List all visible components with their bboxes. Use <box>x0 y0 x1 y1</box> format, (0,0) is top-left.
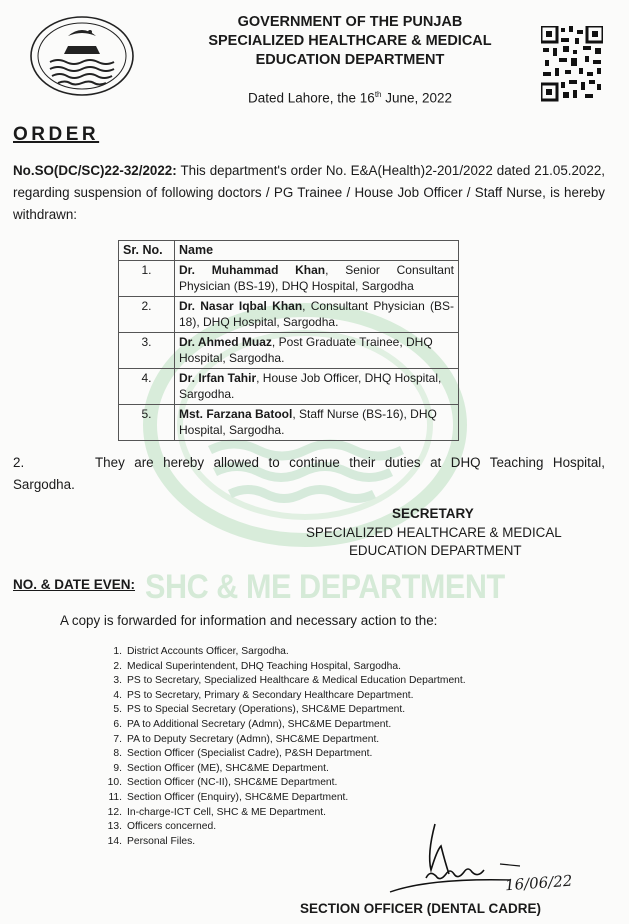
row-sr: 2. <box>119 296 175 332</box>
row-name: Mst. Farzana Batool, Staff Nurse (BS-16), DHQ Hospital, Sargodha. <box>175 404 459 440</box>
column-header-name: Name <box>175 241 459 261</box>
row-sr: 5. <box>119 404 175 440</box>
secretary-title: SECRETARY <box>392 506 474 521</box>
list-item: 4. PS to Secretary, Primary & Secondary Healthcare Department. <box>113 689 414 701</box>
reference-number: No.SO(DC/SC)22-32/2022: <box>13 163 177 178</box>
list-item: 6. PA to Additional Secretary (Admn), SHC&ME Department. <box>113 718 392 730</box>
list-item: 5. PS to Special Secretary (Operations), SHC&ME Department. <box>113 704 406 716</box>
row-name: Dr. Nasar Iqbal Khan, Consultant Physician (BS-18), DHQ Hospital, Sargodha. <box>175 296 459 332</box>
list-item: 2. Medical Superintendent, DHQ Teaching Hospital, Sargodha. <box>113 660 401 672</box>
distribution-list <box>100 645 466 849</box>
table-row <box>119 404 459 440</box>
column-header-sr-no: Sr. No. <box>119 241 175 261</box>
order-paragraph-2: 2. They are hereby allowed to continue their duties at DHQ Teaching Hospital, Sargodha. <box>13 452 605 496</box>
table-header-row <box>119 241 459 261</box>
list-item: 9. Section Officer (ME), SHC&ME Department. <box>113 762 329 774</box>
table-row <box>119 332 459 368</box>
list-item: 8. Section Officer (Specialist Cadre), P&SH Department. <box>113 748 373 760</box>
list-item: 11. Section Officer (Enquiry), SHC&ME Department. <box>108 791 349 803</box>
row-sr: 4. <box>119 368 175 404</box>
table-row <box>119 368 459 404</box>
list-item: 7. PA to Deputy Secretary (Admn), SHC&ME Department. <box>113 733 380 745</box>
list-item: 14. Personal Files. <box>107 835 196 847</box>
section-officer-title: SECTION OFFICER (DENTAL CADRE) <box>300 901 541 916</box>
header-line-1: GOVERNMENT OF THE PUNJAB <box>237 14 463 30</box>
header-line-3: EDUCATION DEPARTMENT <box>255 52 445 68</box>
secretary-dept-line-2: EDUCATION DEPARTMENT <box>349 543 522 558</box>
copy-intro: A copy is forwarded for information and necessary action to the: <box>60 613 438 628</box>
list-item: 12. In-charge-ICT Cell, SHC & ME Department. <box>107 806 326 818</box>
order-paragraph-1: No.SO(DC/SC)22-32/2022: This department's order No. E&A(Health)2-201/2022 dated 21.05.2022, regarding suspension of following doctors / PG Trainee / House Job Officer / Staff Nurse, is hereby withdrawn: <box>13 163 605 222</box>
list-item: 3. PS to Secretary, Specialized Healthcare & Medical Education Department. <box>113 675 466 687</box>
table-row <box>119 260 459 296</box>
list-item: 13. Officers concerned. <box>107 821 217 833</box>
header-line-2: SPECIALIZED HEALTHCARE & MEDICAL <box>208 33 492 49</box>
table-row <box>119 296 459 332</box>
department-watermark-text: SHC & ME DEPARTMENT <box>145 568 505 606</box>
row-name: Dr. Ahmed Muaz, Post Graduate Trainee, DHQ Hospital, Sargodha. <box>175 332 459 368</box>
row-sr: 1. <box>119 260 175 296</box>
withdrawn-staff-table <box>118 240 459 441</box>
row-sr: 3. <box>119 332 175 368</box>
row-name: Dr. Irfan Tahir, House Job Officer, DHQ Hospital, Sargodha. <box>175 368 459 404</box>
row-name: Dr. Muhammad Khan, Senior Consultant Physician (BS-19), DHQ Hospital, Sargodha <box>175 260 459 296</box>
secretary-dept-line-1: SPECIALIZED HEALTHCARE & MEDICAL <box>306 525 562 540</box>
signature-date: 16/06/22 <box>504 871 573 895</box>
punjab-logo <box>28 14 136 98</box>
list-item: 10. Section Officer (NC-II), SHC&ME Department. <box>107 777 338 789</box>
qr-code <box>541 26 603 102</box>
paragraph-number: 2. <box>13 455 25 470</box>
dated-line: Dated Lahore, the 16th June, 2022 <box>247 90 453 106</box>
order-title: ORDER <box>13 124 100 145</box>
no-date-even: NO. & DATE EVEN: <box>13 577 136 592</box>
list-item: 1. District Accounts Officer, Sargodha. <box>113 646 289 657</box>
